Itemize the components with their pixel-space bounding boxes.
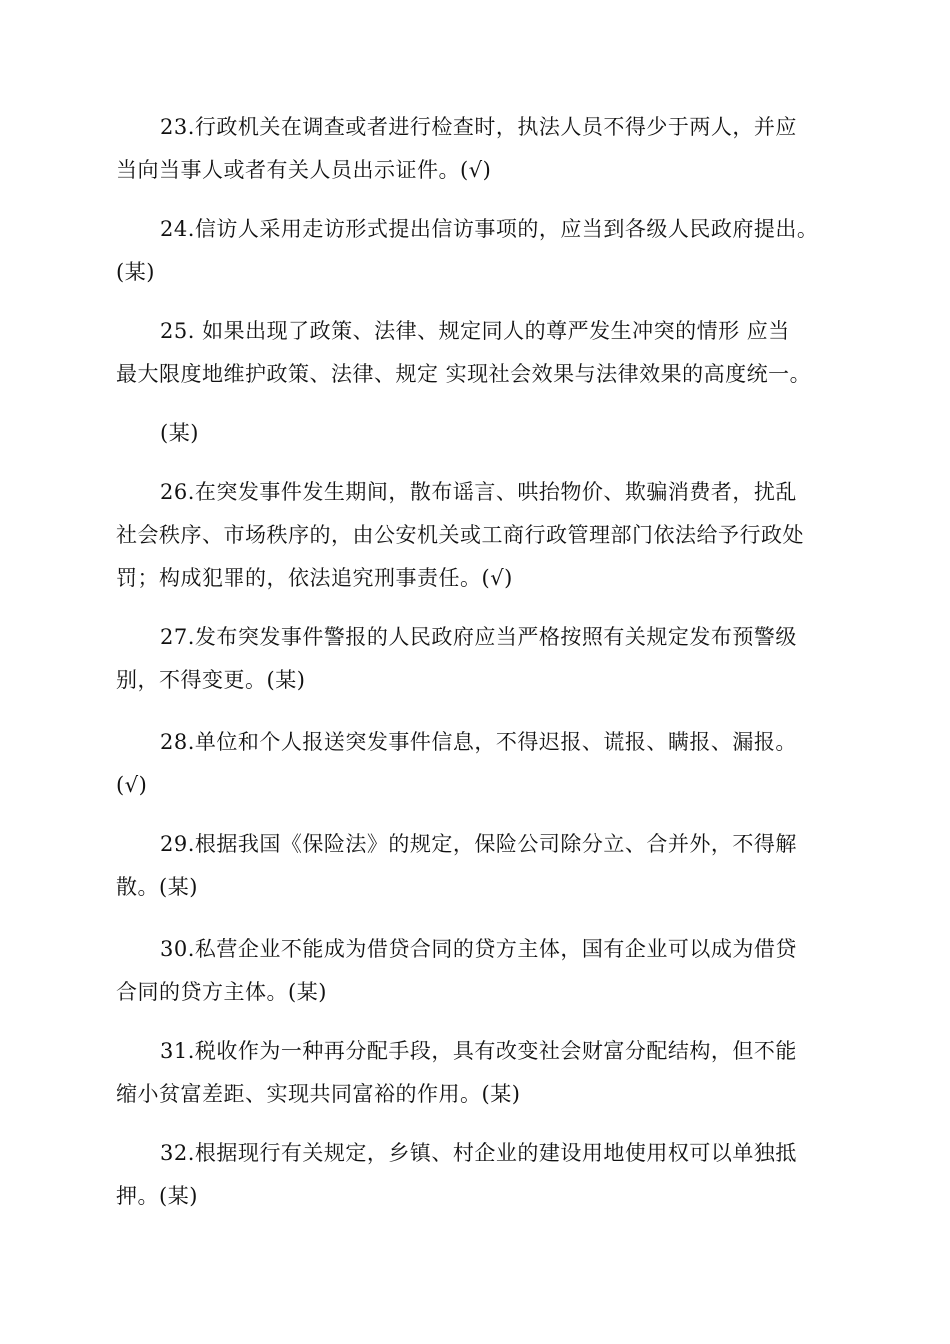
item-23-line-1: 23.行政机关在调查或者进行检查时，执法人员不得少于两人，并应 — [160, 115, 797, 139]
item-24-line-2: (某) — [116, 260, 155, 284]
item-25-line-2: 最大限度地维护政策、法律、规定 实现社会效果与法律效果的高度统一。 — [116, 362, 812, 386]
item-31-line-2: 缩小贫富差距、实现共同富裕的作用。(某) — [116, 1082, 521, 1106]
item-32-line-2: 押。(某) — [116, 1184, 198, 1208]
item-26-line-2: 社会秩序、市场秩序的，由公安机关或工商行政管理部门依法给予行政处 — [116, 523, 804, 547]
item-31-line-1: 31.税收作为一种再分配手段，具有改变社会财富分配结构，但不能 — [160, 1039, 797, 1063]
item-24-line-1: 24.信访人采用走访形式提出信访事项的，应当到各级人民政府提出。 — [160, 217, 819, 241]
item-23-line-2: 当向当事人或者有关人员出示证件。(√) — [116, 158, 492, 182]
item-27-line-2: 别，不得变更。(某) — [116, 668, 306, 692]
item-27-line-1: 27.发布突发事件警报的人民政府应当严格按照有关规定发布预警级 — [160, 625, 797, 649]
item-25-line-1: 25. 如果出现了政策、法律、规定同人的尊严发生冲突的情形 应当 — [160, 319, 790, 343]
item-30-line-1: 30.私营企业不能成为借贷合同的贷方主体，国有企业可以成为借贷 — [160, 937, 797, 961]
item-26-line-1: 26.在突发事件发生期间，散布谣言、哄抬物价、欺骗消费者，扰乱 — [160, 480, 797, 504]
item-26-line-3: 罚；构成犯罪的，依法追究刑事责任。(√) — [116, 566, 513, 590]
item-28-line-2: (√) — [116, 773, 148, 797]
item-29-line-2: 散。(某) — [116, 875, 198, 899]
item-29-line-1: 29.根据我国《保险法》的规定，保险公司除分立、合并外，不得解 — [160, 832, 797, 856]
item-30-line-2: 合同的贷方主体。(某) — [116, 980, 327, 1004]
item-28-line-1: 28.单位和个人报送突发事件信息，不得迟报、谎报、瞒报、漏报。 — [160, 730, 797, 754]
item-25-line-3: (某) — [160, 421, 199, 445]
item-32-line-1: 32.根据现行有关规定，乡镇、村企业的建设用地使用权可以单独抵 — [160, 1141, 797, 1165]
